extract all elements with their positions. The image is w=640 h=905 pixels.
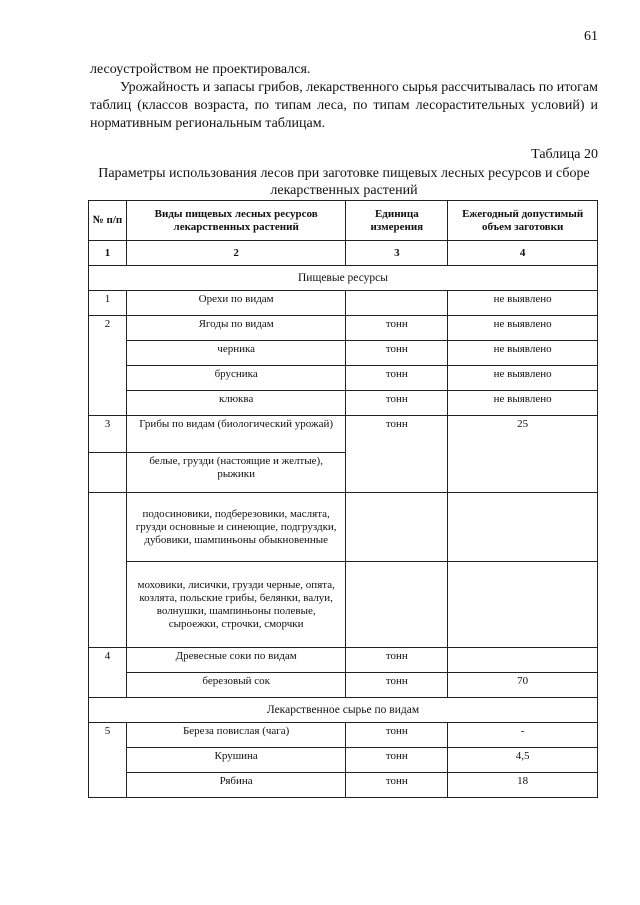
table-row bbox=[89, 416, 598, 453]
row-unit: тонн bbox=[346, 341, 448, 366]
row-num: 3 bbox=[89, 416, 127, 453]
table-row bbox=[89, 291, 598, 316]
row-name: подосиновики, подберезовики, маслята, грузди основные и синеющие, подгруздки, дубовики, шампиньоны обыкновенные bbox=[126, 493, 346, 562]
table-row bbox=[89, 391, 598, 416]
row-value: 70 bbox=[448, 673, 598, 698]
row-unit: тонн bbox=[346, 748, 448, 773]
row-name: Древесные соки по видам bbox=[126, 648, 346, 673]
table-row bbox=[89, 341, 598, 366]
table-row bbox=[89, 723, 598, 748]
row-name: Грибы по видам (биологический урожай) bbox=[126, 416, 346, 453]
row-unit: тонн bbox=[346, 673, 448, 698]
header-row bbox=[89, 201, 598, 241]
row-num: 1 bbox=[89, 291, 127, 316]
section-row-food bbox=[89, 266, 598, 291]
row-value-empty bbox=[448, 493, 598, 562]
col-number: 2 bbox=[126, 241, 346, 266]
row-value: не выявлено bbox=[448, 291, 598, 316]
row-value: 18 bbox=[448, 773, 598, 798]
row-unit: тонн bbox=[346, 316, 448, 341]
column-number-row bbox=[89, 241, 598, 266]
row-num: 2 bbox=[89, 316, 127, 416]
row-num-empty bbox=[89, 493, 127, 648]
table-row bbox=[89, 562, 598, 648]
row-name: березовый сок bbox=[126, 673, 346, 698]
table-title: Параметры использования лесов при заготовке пищевых лесных ресурсов и сборе лекарственных растений bbox=[98, 166, 590, 198]
row-value: не выявлено bbox=[448, 341, 598, 366]
header-unit: Единица измерения bbox=[346, 201, 448, 241]
row-value bbox=[448, 648, 598, 673]
row-name: белые, грузди (настоящие и желтые), рыжики bbox=[126, 453, 346, 493]
table-row bbox=[89, 673, 598, 698]
col-number: 4 bbox=[448, 241, 598, 266]
col-number: 3 bbox=[346, 241, 448, 266]
table-label: Таблица 20 bbox=[531, 147, 598, 162]
row-unit: тонн bbox=[346, 416, 448, 493]
row-unit-empty bbox=[346, 562, 448, 648]
row-unit bbox=[346, 291, 448, 316]
row-name: моховики, лисички, грузди черные, опята, козлята, польские грибы, белянки, валуи, волнушки, шампиньоны полевые, сыроежки, строчки, сморчки bbox=[126, 562, 346, 648]
row-unit: тонн bbox=[346, 723, 448, 748]
section-medicinal: Лекарственное сырье по видам bbox=[89, 698, 598, 723]
row-name: Береза повислая (чага) bbox=[126, 723, 346, 748]
row-value: 4,5 bbox=[448, 748, 598, 773]
paragraph-1: лесоустройством не проектировался. bbox=[90, 62, 311, 77]
row-name: Орехи по видам bbox=[126, 291, 346, 316]
header-num: № п/п bbox=[89, 201, 127, 241]
row-unit: тонн bbox=[346, 391, 448, 416]
table-row bbox=[89, 493, 598, 562]
table-row bbox=[89, 748, 598, 773]
row-name: клюква bbox=[126, 391, 346, 416]
row-value: 25 bbox=[448, 416, 598, 493]
row-num: 5 bbox=[89, 723, 127, 798]
paragraph-2: Урожайность и запасы грибов, лекарственного сырья рассчитывалась по итогам таблиц (классов возраста, по типам леса, по типам лесорастительных условий) и нормативным региональным таблицам. bbox=[90, 80, 598, 131]
row-value-empty bbox=[448, 562, 598, 648]
table-row bbox=[89, 316, 598, 341]
row-value: не выявлено bbox=[448, 366, 598, 391]
section-food: Пищевые ресурсы bbox=[89, 266, 598, 291]
row-unit: тонн bbox=[346, 773, 448, 798]
row-name: Рябина bbox=[126, 773, 346, 798]
col-number: 1 bbox=[89, 241, 127, 266]
row-value: не выявлено bbox=[448, 316, 598, 341]
page-number: 61 bbox=[584, 29, 598, 44]
row-unit: тонн bbox=[346, 648, 448, 673]
row-name: Ягоды по видам bbox=[126, 316, 346, 341]
table-row bbox=[89, 773, 598, 798]
row-name: Крушина bbox=[126, 748, 346, 773]
table-row bbox=[89, 366, 598, 391]
header-volume: Ежегодный допустимый объем заготовки bbox=[448, 201, 598, 241]
section-row-medicinal bbox=[89, 698, 598, 723]
row-num-empty bbox=[89, 453, 127, 493]
parameters-table bbox=[88, 200, 598, 798]
header-type: Виды пищевых лесных ресурсов лекарственных растений bbox=[126, 201, 346, 241]
row-name: черника bbox=[126, 341, 346, 366]
row-num: 4 bbox=[89, 648, 127, 698]
row-unit: тонн bbox=[346, 366, 448, 391]
row-name: брусника bbox=[126, 366, 346, 391]
table-row bbox=[89, 648, 598, 673]
row-value: не выявлено bbox=[448, 391, 598, 416]
row-unit-empty bbox=[346, 493, 448, 562]
row-value: - bbox=[448, 723, 598, 748]
